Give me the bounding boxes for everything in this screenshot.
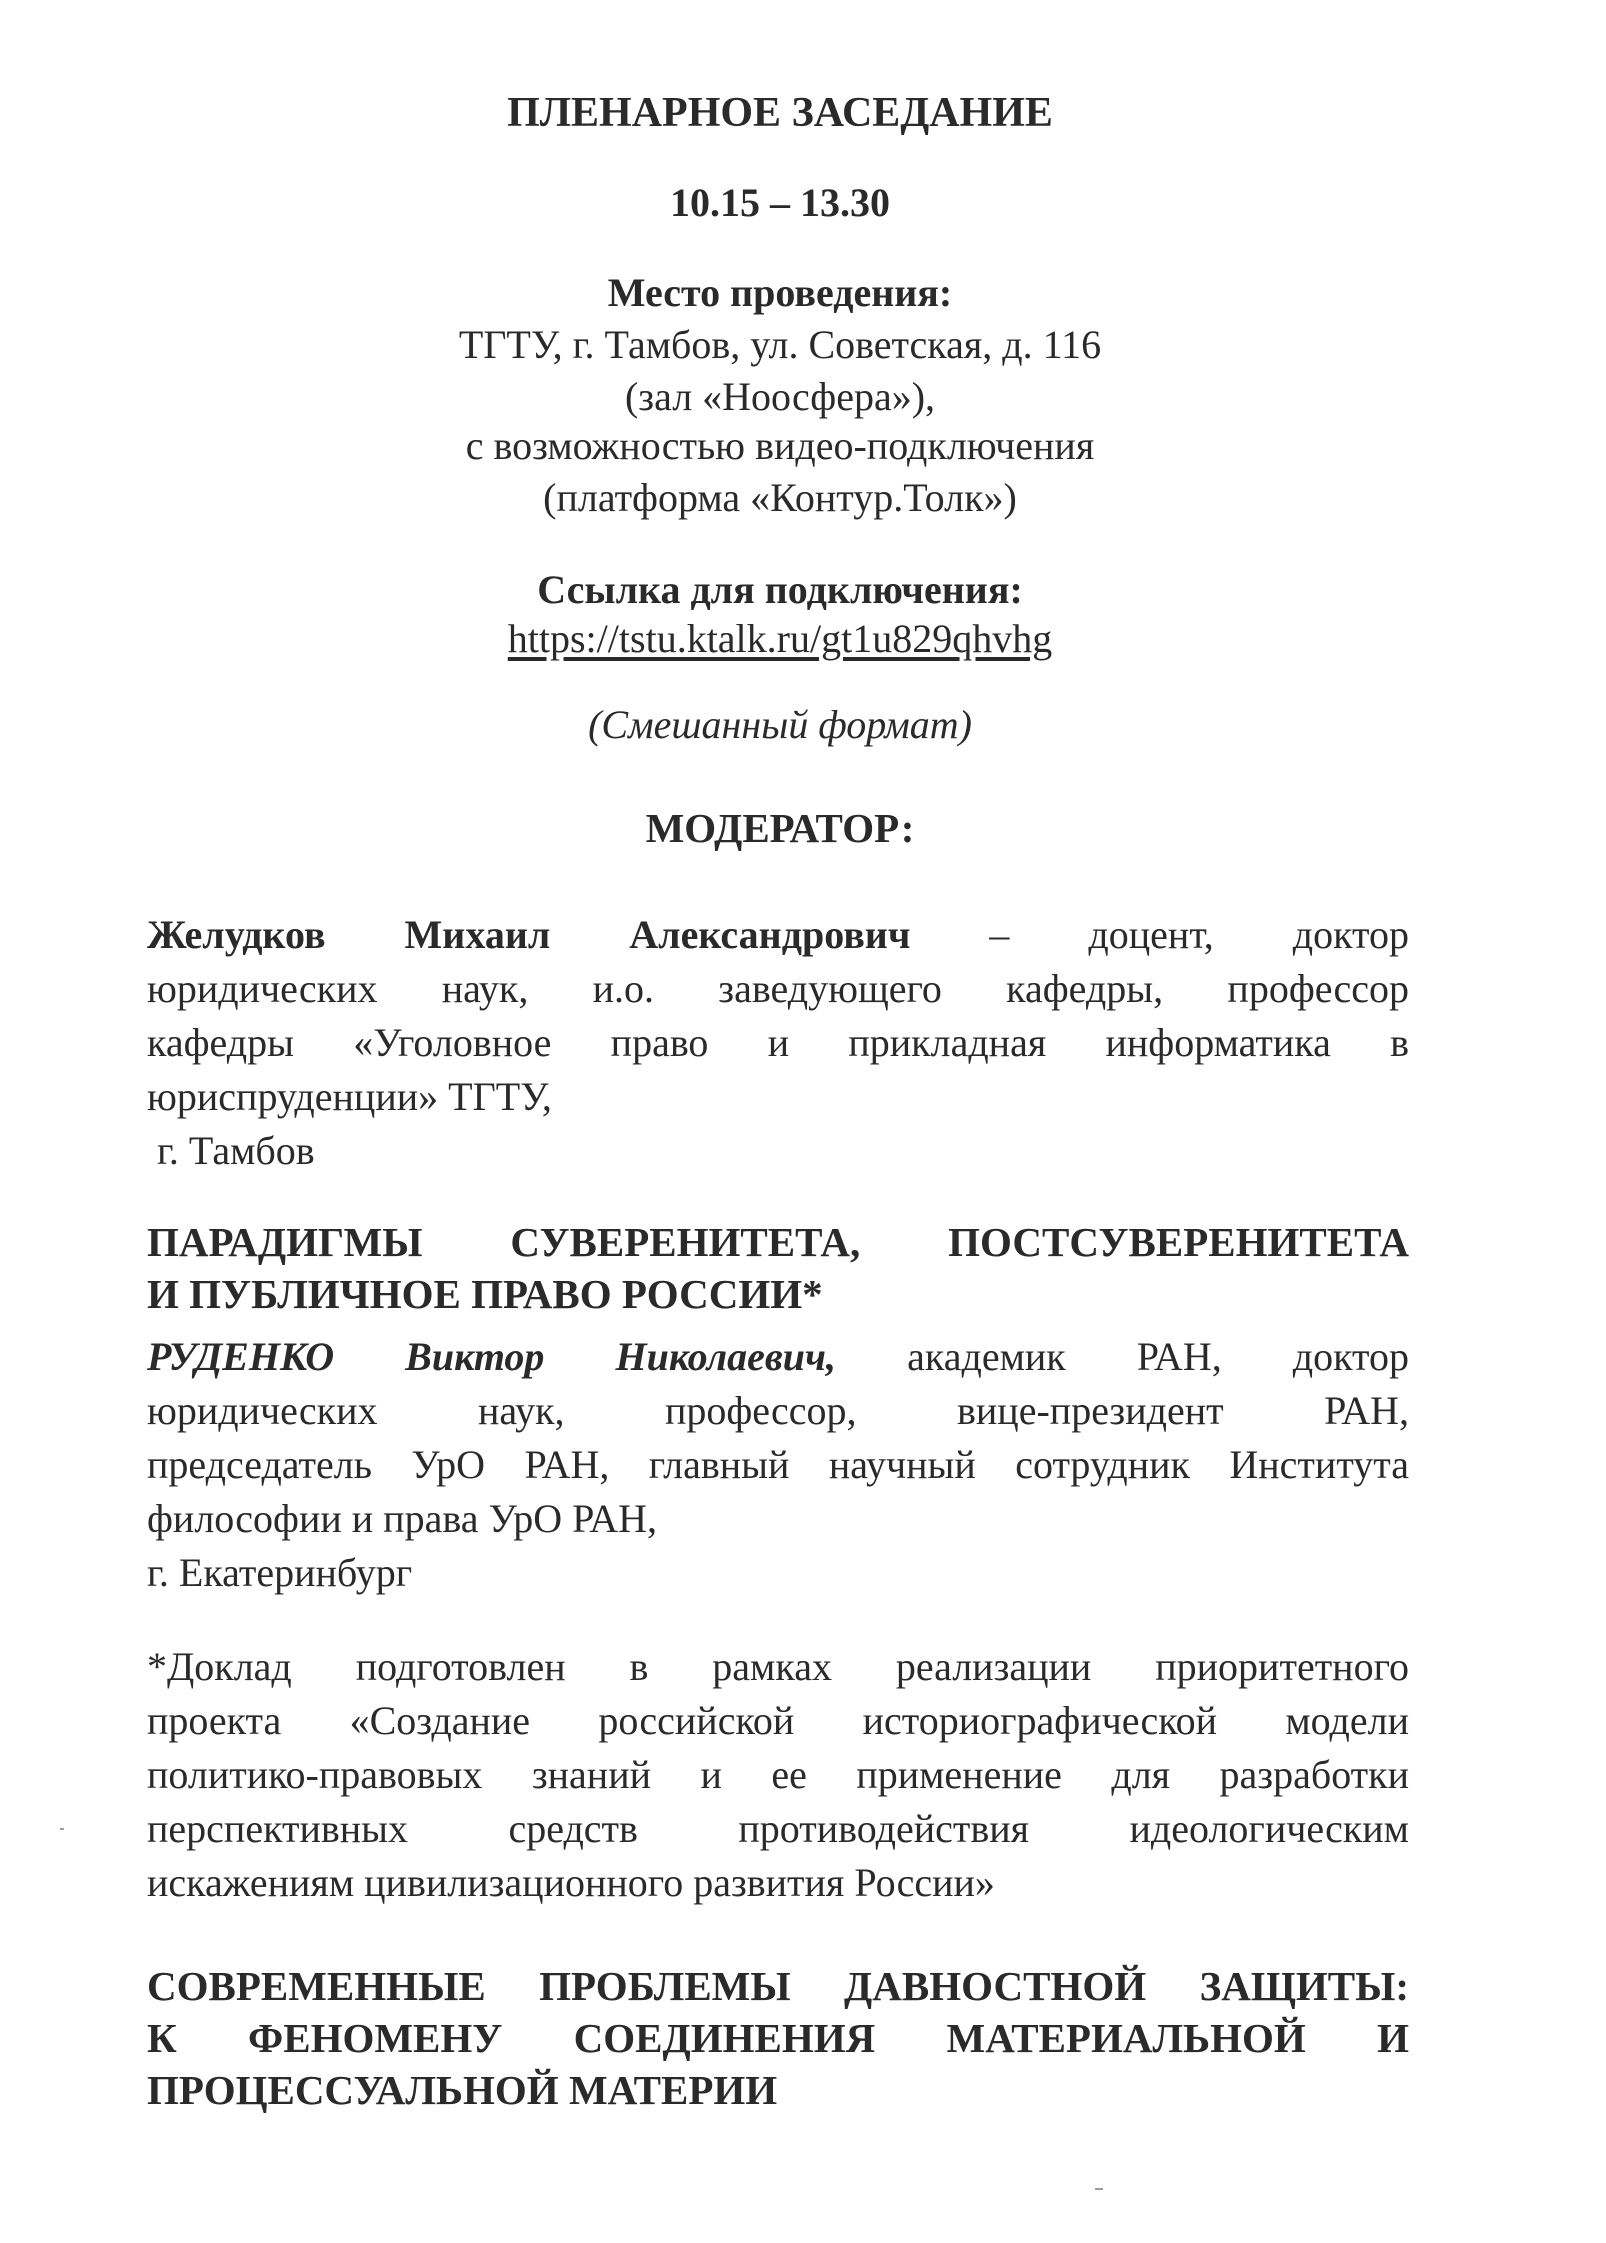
report-1-city: г. Екатеринбург (147, 1550, 413, 1595)
link-label: Ссылка для подключения: (537, 567, 1023, 612)
footnote-line-3: политико-правовых знаний и ее применение для разработки (147, 1752, 1409, 1797)
scan-speck (60, 1828, 64, 1830)
report-1-title (147, 1216, 1409, 1320)
moderator-line-4: юриспруденции» ТГТУ, (147, 1074, 552, 1119)
report-1-speaker-block (147, 1330, 1409, 1600)
report-1-line-3: председатель УрО РАН, главный научный сотрудник Института (147, 1442, 1409, 1487)
report-1-line-1: РУДЕНКО Виктор Николаевич, академик РАН, доктор (147, 1334, 1410, 1379)
report-1-line-4: философии и права УрО РАН, (147, 1496, 658, 1541)
report-2-title-line-2: К ФЕНОМЕНУ СОЕДИНЕНИЯ МАТЕРИАЛЬНОЙ И (147, 2015, 1409, 2061)
venue-video: с возможностью видео-подключения (465, 423, 1095, 468)
report-1-title-line-2: И ПУБЛИЧНОЕ ПРАВО РОССИИ* (147, 1271, 823, 1317)
venue-address: ТГТУ, г. Тамбов, ул. Советская, д. 116 (458, 322, 1102, 367)
moderator-heading: МОДЕРАТОР: (645, 805, 915, 851)
venue-label: Место проведения: (607, 270, 953, 315)
moderator-line-3: кафедры «Уголовное право и прикладная информатика в (147, 1020, 1409, 1065)
moderator-line-2: юридических наук, и.о. заведующего кафедры, профессор (147, 966, 1409, 1011)
report-1-line-2: юридических наук, профессор, вице-президент РАН, (147, 1388, 1409, 1433)
moderator-city: г. Тамбов (147, 1128, 315, 1173)
footnote-line-1: *Доклад подготовлен в рамках реализации приоритетного (147, 1644, 1409, 1689)
moderator-block (147, 908, 1409, 1178)
report-2-title-line-1: СОВРЕМЕННЫЕ ПРОБЛЕМЫ ДАВНОСТНОЙ ЗАЩИТЫ: (147, 1963, 1409, 2009)
report-1-speaker: РУДЕНКО Виктор Николаевич, (147, 1334, 837, 1379)
footnote-line-4: перспективных средств противодействия идеологическим (147, 1806, 1409, 1851)
session-time: 10.15 – 13.30 (670, 180, 890, 225)
report-1-footnote (147, 1640, 1409, 1910)
report-2-title-line-3: ПРОЦЕССУАЛЬНОЙ МАТЕРИИ (147, 2067, 778, 2113)
footnote-line-5: искажениям цивилизационного развития России» (147, 1860, 995, 1905)
moderator-name: Желудков Михаил Александрович (147, 912, 911, 957)
connection-link-row (0, 614, 1560, 664)
report-2-title (147, 1960, 1409, 2116)
scan-speck (1095, 2188, 1103, 2190)
venue-hall: (зал «Ноосфера»), (624, 374, 936, 419)
report-1-title-line-1: ПАРАДИГМЫ СУВЕРЕНИТЕТА, ПОСТСУВЕРЕНИТЕТА (147, 1219, 1409, 1265)
footnote-line-2: проекта «Создание российской историографической модели (147, 1698, 1409, 1743)
session-title: ПЛЕНАРНОЕ ЗАСЕДАНИЕ (507, 90, 1053, 136)
format-note: (Смешанный формат) (588, 702, 972, 747)
moderator-line-1: Желудков Михаил Александрович – доцент, доктор (147, 912, 1410, 957)
connection-link[interactable]: https://tstu.ktalk.ru/gt1u829qhvhg (507, 616, 1053, 661)
venue-platform: (платформа «Контур.Толк») (543, 475, 1017, 520)
